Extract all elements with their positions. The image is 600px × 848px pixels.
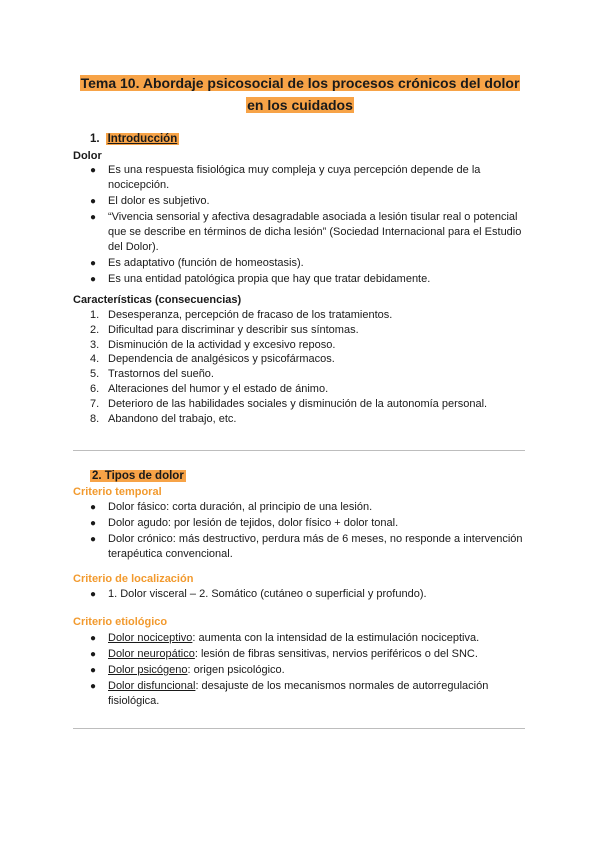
term: Dolor disfuncional xyxy=(108,680,196,692)
list-item: 1. Desesperanza, percepción de fracaso de los tratamientos. xyxy=(90,309,393,321)
title-line-1: Tema 10. Abordaje psicosocial de los procesos crónicos del dolor xyxy=(80,75,520,91)
list-item: ● Dolor disfuncional: desajuste de los mecanismos normales de autorregulación fisiológica. xyxy=(90,680,489,707)
list-item: ● Es una respuesta fisiológica muy compleja y cuya percepción depende de la nocicepción. xyxy=(90,164,481,191)
bullet-icon: ● xyxy=(90,165,97,176)
criterio-temporal-heading: Criterio temporal xyxy=(73,486,162,498)
list-item: ● Dolor crónico: más destructivo, perdura más de 6 meses, no responde a intervención terapéutica convencional. xyxy=(90,533,523,560)
list-item: ● Es una entidad patológica propia que hay que tratar debidamente. xyxy=(90,273,431,285)
bullet-icon: ● xyxy=(90,633,97,644)
section-divider xyxy=(73,728,525,729)
dolor-bullet-list xyxy=(90,163,530,288)
bullet-icon: ● xyxy=(90,649,97,660)
list-item: ● Dolor fásico: corta duración, al principio de una lesión. xyxy=(90,501,373,513)
list-item: ● “Vivencia sensorial y afectiva desagradable asociada a lesión tisular real o potencial que se describe en términos de dicha lesión” (Sociedad Internacional para el Estudio del Dolor). xyxy=(90,211,522,253)
bullet-icon: ● xyxy=(90,502,97,513)
section-1-heading xyxy=(90,133,179,145)
list-item: 6. Alteraciones del humor y el estado de ánimo. xyxy=(90,382,329,395)
criterio-localizacion-heading: Criterio de localización xyxy=(73,573,194,585)
criterio-localizacion-list xyxy=(90,587,530,603)
bullet-icon: ● xyxy=(90,274,97,285)
list-item: ● Dolor neuropático: lesión de fibras sensitivas, nervios periféricos o del SNC. xyxy=(90,648,478,660)
list-item: ● Dolor nociceptivo: aumenta con la intensidad de la estimulación nociceptiva. xyxy=(90,632,480,644)
list-item: ● 1. Dolor visceral – 2. Somático (cutáneo o superficial y profundo). xyxy=(90,588,427,600)
bullet-icon: ● xyxy=(90,665,97,676)
bullet-icon: ● xyxy=(90,681,97,692)
list-item: ● Es adaptativo (función de homeostasis). xyxy=(90,257,304,269)
list-item: 3. Disminución de la actividad y excesivo reposo. xyxy=(90,338,336,351)
section-2-title: 2. Tipos de dolor xyxy=(92,470,184,482)
section-1-title: Introducción xyxy=(107,133,178,145)
title-line-2: en los cuidados xyxy=(247,97,353,113)
bullet-icon: ● xyxy=(90,518,97,529)
characteristics-list xyxy=(90,308,530,426)
section-1-number: 1. xyxy=(90,133,100,145)
bullet-icon: ● xyxy=(90,196,97,207)
term: Dolor neuropático xyxy=(108,648,195,660)
criterio-etiologico-heading: Criterio etiológico xyxy=(73,616,168,628)
list-item: 8. Abandono del trabajo, etc. xyxy=(90,412,237,425)
list-item: 5. Trastornos del sueño. xyxy=(90,368,214,381)
section-divider xyxy=(73,450,525,451)
list-item: 7. Deterioro de las habilidades sociales y disminución de la autonomía personal. xyxy=(90,397,488,410)
term: Dolor nociceptivo xyxy=(108,632,193,644)
criterio-etiologico-list xyxy=(90,631,530,710)
list-item: 2. Dificultad para discriminar y describir sus síntomas. xyxy=(90,323,359,336)
list-item: ● Dolor psicógeno: origen psicológico. xyxy=(90,664,285,676)
list-item: ● El dolor es subjetivo. xyxy=(90,195,210,207)
list-item: ● Dolor agudo: por lesión de tejidos, dolor físico + dolor tonal. xyxy=(90,517,399,529)
bullet-icon: ● xyxy=(90,258,97,269)
dolor-subheading: Dolor xyxy=(73,150,102,162)
bullet-icon: ● xyxy=(90,212,97,223)
section-2-heading xyxy=(90,470,186,482)
list-item: 4. Dependencia de analgésicos y psicofármacos. xyxy=(90,353,335,366)
criterio-temporal-list xyxy=(90,500,530,563)
characteristics-heading: Características (consecuencias) xyxy=(73,294,242,306)
bullet-icon: ● xyxy=(90,589,97,600)
term: Dolor psicógeno xyxy=(108,664,188,676)
page-title xyxy=(60,72,540,116)
bullet-icon: ● xyxy=(90,534,97,545)
